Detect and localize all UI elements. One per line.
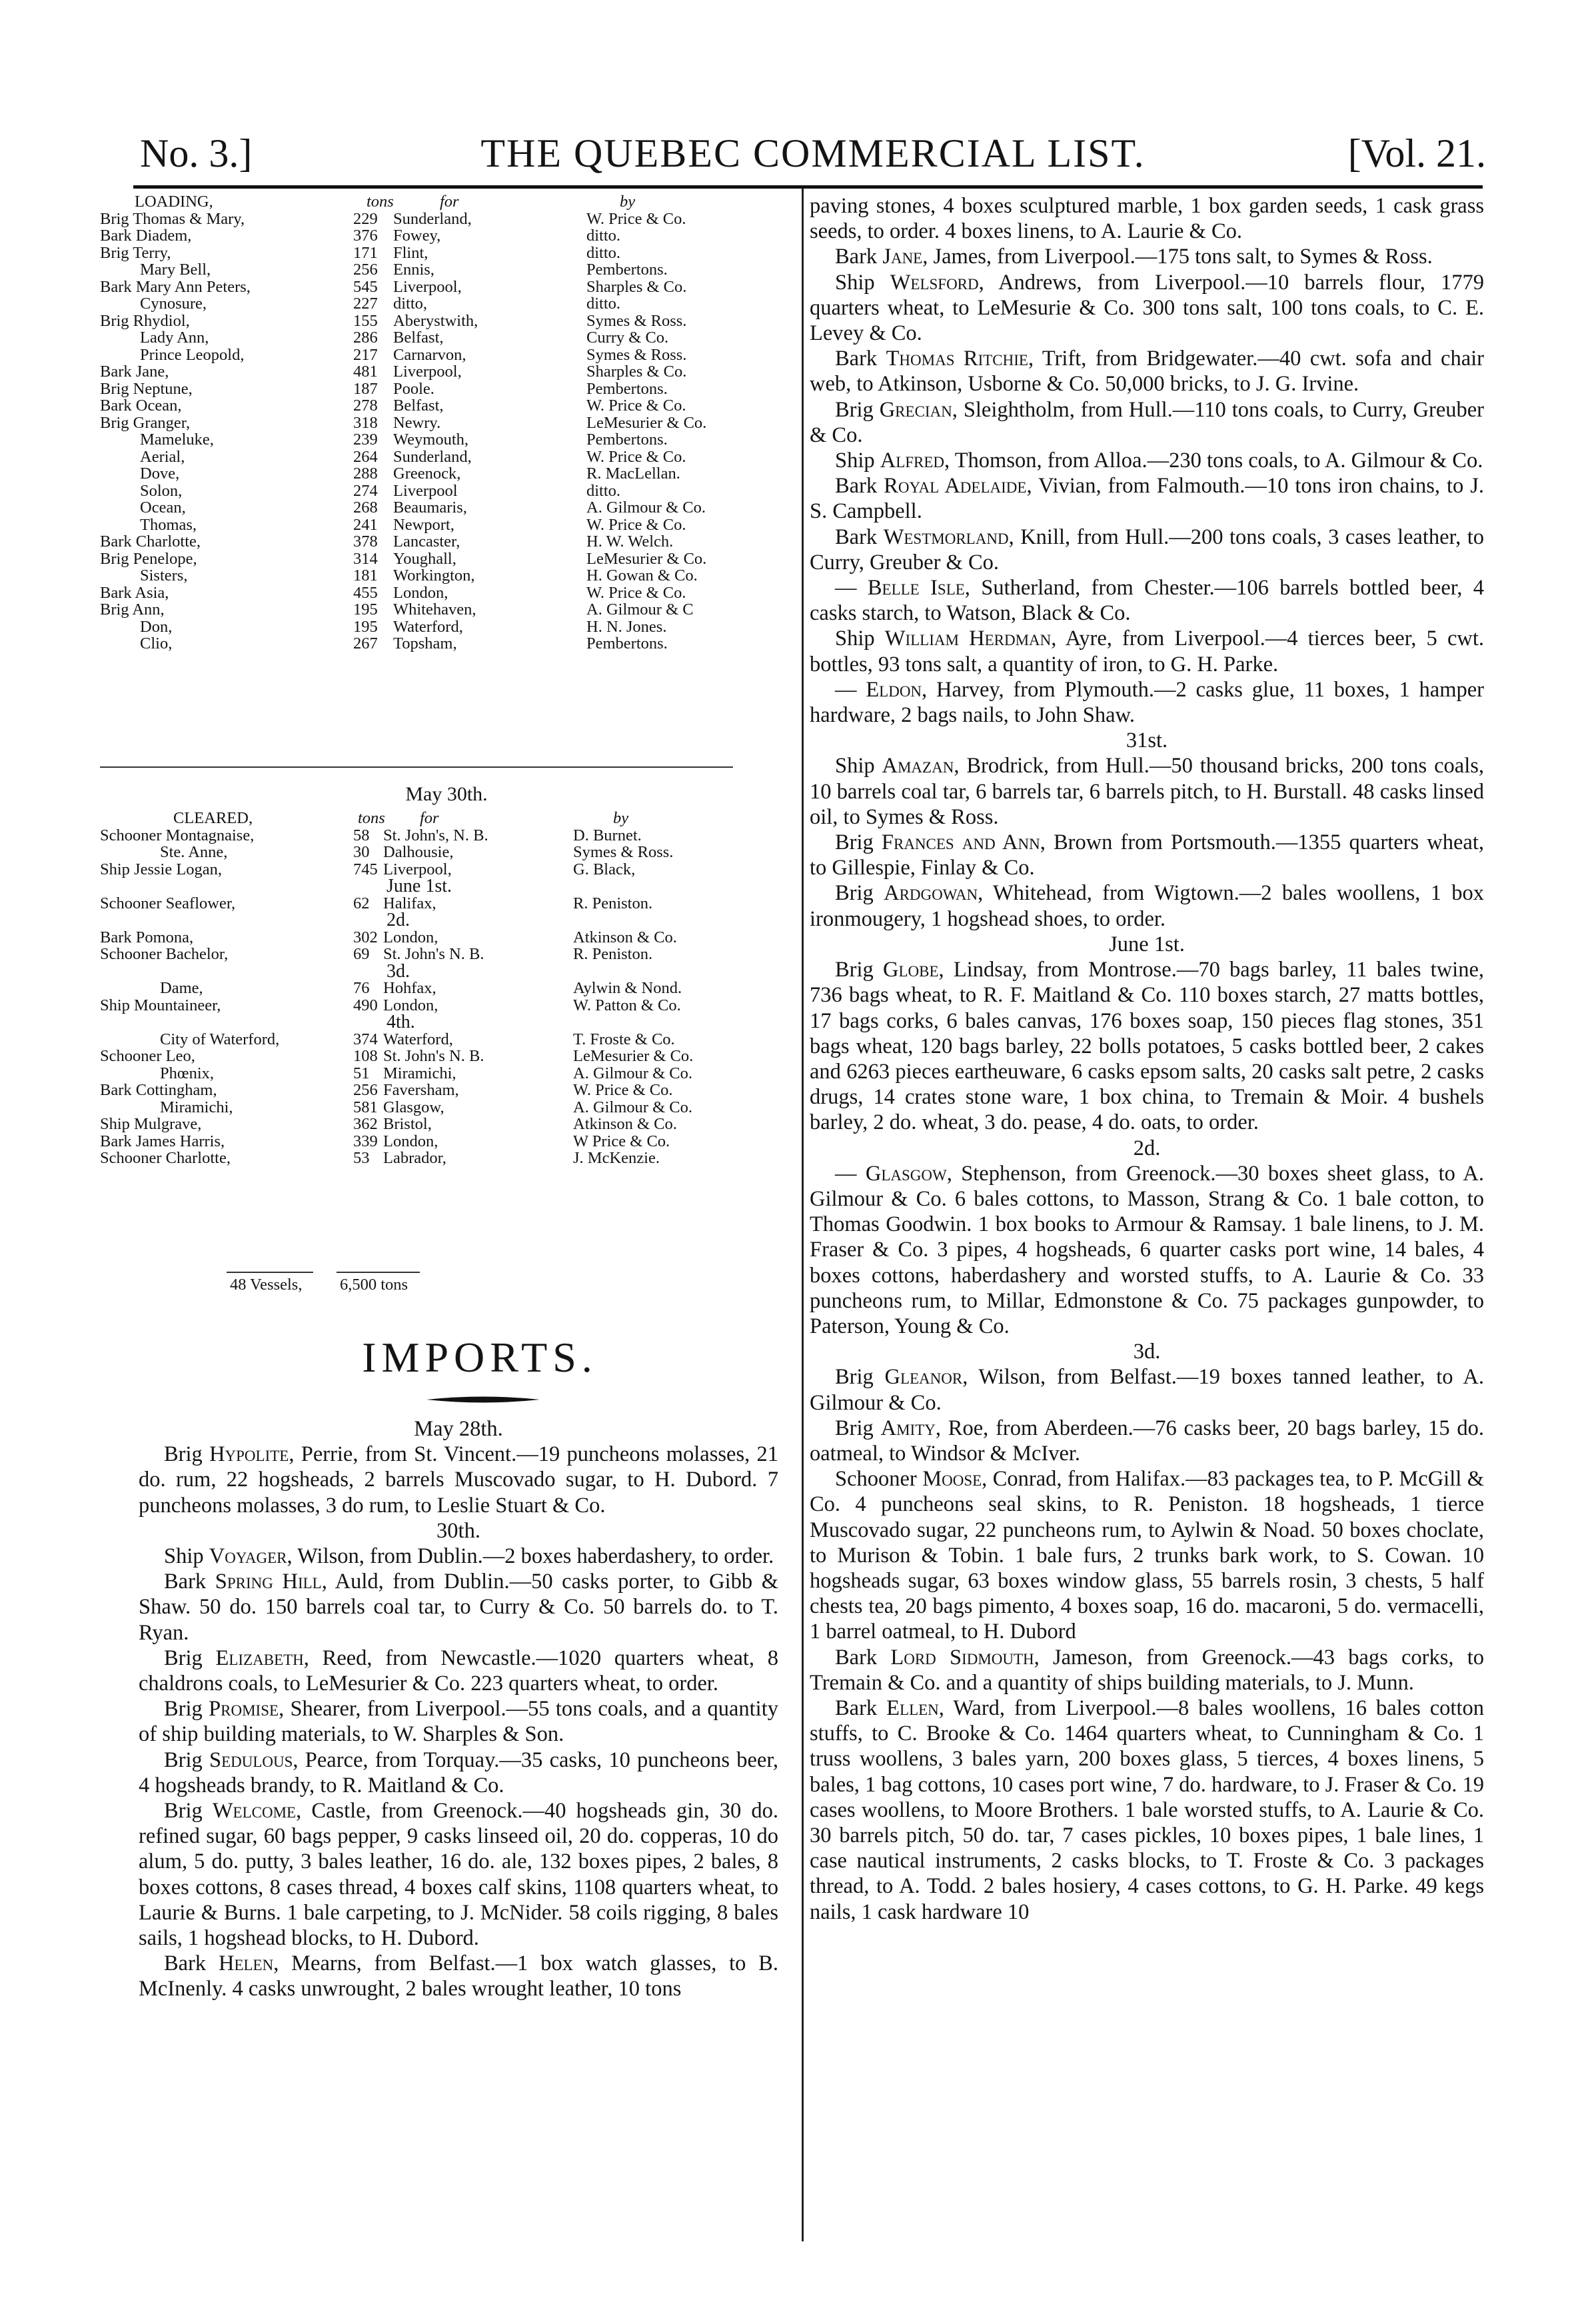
import-entry: Ship Voyager, Wilson, from Dublin.—2 boxes haberdashery, to order. <box>164 1544 774 1569</box>
destination: Carnarvon, <box>393 345 466 364</box>
import-entry: Brig Gleanor, Wilson, from Belfast.—19 boxes tanned leather, to A. Gilmour & Co. <box>810 1365 1485 1415</box>
vessel-name: Ocean, <box>140 499 186 517</box>
destination: Labrador, <box>383 1149 446 1167</box>
table-row <box>100 347 780 364</box>
vessel-tons: 286 <box>353 329 378 347</box>
vessel-name: Thomas, <box>140 515 197 534</box>
vessel-tons: 227 <box>353 295 378 313</box>
agent: Sharples & Co. <box>586 363 687 381</box>
table-row <box>100 381 780 398</box>
date-subheading <box>100 1014 780 1031</box>
table-row <box>100 261 780 279</box>
loading-col-by: by <box>620 193 636 211</box>
column-divider <box>802 189 804 2241</box>
vessel-tons: 187 <box>353 379 378 398</box>
agent: Symes & Ross. <box>573 843 674 861</box>
vessel-tons: 490 <box>353 996 378 1014</box>
loading-table <box>100 193 780 652</box>
destination: Newport, <box>393 515 454 534</box>
cleared-col-for: for <box>420 809 439 827</box>
vessel-name: Bark Ocean, <box>100 397 182 415</box>
agent: Atkinson & Co. <box>573 1115 677 1133</box>
agent: ditto. <box>586 481 621 500</box>
vessel-tons: 195 <box>353 600 378 618</box>
loading-col-for: for <box>440 193 459 211</box>
vessel-name: Schooner Bachelor, <box>100 945 229 963</box>
vessel-tons: 256 <box>353 1081 378 1099</box>
imports-heading: IMPORTS. <box>362 1334 598 1381</box>
table-row <box>100 329 780 347</box>
vessel-name: Bark Asia, <box>100 583 169 602</box>
vessel-tons: 195 <box>353 617 378 636</box>
import-entry: — Glasgow, Stephenson, from Greenock.—30 boxes sheet glass, to A. Gilmour & Co. 6 bales cottons, to Masson, Strang & Co. 1 bale cotton, to Thomas Goodwin. 1 box books to Armour & Ramsay. 1 bale linens, to J. M. Fraser & Co. 3 pipes, 4 hogsheads, 6 quarter casks port wine, 14 bales, 4 boxes cottons, haberdashery and worsted stuffs, to A. Laurie & Co. 33 puncheons rum, to Millar, Edmonstone & Co. 75 packages gunpowder, to Paterson, Young & Co. <box>810 1161 1485 1338</box>
agent: G. Black, <box>573 860 636 878</box>
import-entry: Bark Ellen, Ward, from Liverpool.—8 bales woollens, 16 bales cotton stuffs, to C. Brooke & Co. 1464 quarters wheat, to Cunningham & Co. 1 truss woollens, 3 bales yarn, 200 boxes glass, 5 tierces, 4 boxes linens, 5 bales, 1 bag cottons, 10 cases port wine, 7 do. hardware, to J. Fraser & Co. 19 cases woollens, to Moore Brothers. 1 bale worsted stuffs, to A. Laurie & Co. 30 barrels pitch, 50 do. tar, 7 cases pickles, 10 boxes pipes, 1 bale lines, 1 case nautical instruments, 2 casks blocks, to T. Froste & Co. 3 packages thread, to A. Todd. 2 bales hosiery, 4 cases cottons, to G. H. Parke. 49 kegs nails, 1 cask hardware 10 <box>810 1696 1484 1924</box>
vessel-tons: 274 <box>353 481 378 500</box>
import-entry: Ship Amazan, Brodrick, from Hull.—50 thousand bricks, 200 tons coals, 10 barrels coal tar, 6 barrels tar, 6 barrels pitch, to H. Burstall. 48 casks linsed oil, to Symes & Ross. <box>810 754 1484 829</box>
vessel-tons: 241 <box>353 515 378 534</box>
agent: A. Gilmour & Co. <box>573 1064 692 1082</box>
vessel-name: Schooner Montagnaise, <box>100 826 255 844</box>
import-entry: Bark Thomas Ritchie, Trift, from Bridgewater.—40 cwt. sofa and chair web, to Atkinson, Usborne & Co. 50,000 bricks, to J. G. Irvine. <box>810 347 1484 397</box>
agent: W. Price & Co. <box>586 397 686 415</box>
vessel-tons: 108 <box>353 1047 378 1065</box>
table-row <box>100 245 780 262</box>
agent: Pembertons. <box>586 634 668 652</box>
vessel-tons: 268 <box>353 499 378 517</box>
vessel-name: Schooner Charlotte, <box>100 1149 231 1167</box>
table-row <box>100 601 780 618</box>
destination: Dalhousie, <box>383 843 454 861</box>
vessel-name: Sisters, <box>140 567 188 584</box>
vessel-name: Lady Ann, <box>140 329 209 347</box>
agent: Pembertons. <box>586 261 668 279</box>
table-row <box>100 363 780 381</box>
import-entry: Brig Ardgowan, Whitehead, from Wigtown.—2 bales woollens, 1 box ironmougery, 1 hogshead shoes, to order. <box>810 881 1485 931</box>
table-row <box>100 499 780 517</box>
destination: St. John's, N. B. <box>383 826 488 844</box>
destination: Greenock, <box>393 465 461 483</box>
vessel-tons: 302 <box>353 928 378 946</box>
vessel-name: Bark Charlotte, <box>100 533 201 551</box>
import-entry: Brig Elizabeth, Reed, from Newcastle.—1020 quarters wheat, 8 chaldrons coals, to LeMesurier & Co. 223 quarters wheat, to order. <box>139 1646 778 1696</box>
loading-heading: LOADING, <box>135 193 213 211</box>
vessel-tons: 267 <box>353 634 378 652</box>
destination: Liverpool <box>393 481 458 500</box>
agent: ditto. <box>586 243 621 262</box>
table-row <box>100 567 780 584</box>
import-entry: Brig Hypolite, Perrie, from St. Vincent.—19 puncheons molasses, 21 do. rum, 22 hogsheads, 2 barrels Muscovado sugar, to H. Dubord. 7 puncheons molasses, 3 do rum, to Leslie Stuart & Co. <box>139 1442 778 1518</box>
destination: London, <box>383 1132 438 1150</box>
destination: Liverpool, <box>393 277 462 296</box>
cleared-col-by: by <box>613 809 629 827</box>
agent: W. Price & Co. <box>586 515 686 534</box>
vessel-tons: 376 <box>353 227 378 245</box>
vessel-name: Schooner Leo, <box>100 1047 195 1065</box>
import-entry: Brig Grecian, Sleightholm, from Hull.—110 tons coals, to Curry, Greuber & Co. <box>810 397 1485 447</box>
agent: W. Patton & Co. <box>573 996 681 1014</box>
agent: Pembertons. <box>586 379 668 398</box>
table-row <box>100 227 780 245</box>
destination: Hohfax, <box>383 979 436 997</box>
vessel-name: Brig Terry, <box>100 243 171 262</box>
table-row <box>100 1133 780 1150</box>
table-row <box>100 279 780 296</box>
agent: Aylwin & Nond. <box>573 979 682 997</box>
vessel-tons: 181 <box>353 567 378 584</box>
vessel-name: Dove, <box>140 465 180 483</box>
destination: Sunderland, <box>393 447 472 466</box>
vessel-name: Clio, <box>140 634 173 652</box>
table-row <box>100 1082 780 1099</box>
vessel-name: Don, <box>140 617 173 636</box>
vessel-name: Phœnix, <box>160 1064 215 1082</box>
date-subheading-text: June 1st. <box>387 876 452 896</box>
cleared-header-row <box>100 810 780 827</box>
vessel-name: Bark Pomona, <box>100 928 194 946</box>
total-rule-right <box>337 1272 420 1273</box>
vessel-tons: 229 <box>353 209 378 228</box>
cleared-table <box>100 810 780 1167</box>
destination: Weymouth, <box>393 431 469 449</box>
agent: LeMesurier & Co. <box>586 549 707 568</box>
destination: Halifax, <box>383 894 436 912</box>
agent: W. Price & Co. <box>586 447 686 466</box>
table-row <box>100 946 780 963</box>
agent: A. Gilmour & Co. <box>586 499 706 517</box>
vessel-tons: 239 <box>353 431 378 449</box>
vessel-tons: 318 <box>353 413 378 432</box>
agent: R. Peniston. <box>573 894 653 912</box>
header-rule <box>133 185 1483 189</box>
table-row <box>100 895 780 912</box>
vessel-name: Bark Diadem, <box>100 227 192 245</box>
agent: Symes & Ross. <box>586 311 687 330</box>
table-row <box>100 533 780 551</box>
vessel-name: Ship Mountaineer, <box>100 996 221 1014</box>
destination: Belfast, <box>393 329 444 347</box>
destination: Ennis, <box>393 261 434 279</box>
table-row <box>100 465 780 483</box>
destination: St. John's N. B. <box>383 1047 484 1065</box>
agent: Symes & Ross. <box>586 345 687 364</box>
import-entry: Brig Promise, Shearer, from Liverpool.—55 tons coals, and a quantity of ship building materials, to W. Sharples & Son. <box>139 1697 778 1747</box>
publication-title: THE QUEBEC COMMERCIAL LIST. <box>480 131 1146 175</box>
import-entry: Brig Welcome, Castle, from Greenock.—40 hogsheads gin, 30 do. refined sugar, 60 bags pepper, 9 casks linseed oil, 20 do. copperas, 10 do alum, 5 do. putty, 3 bales leather, 16 do. ale, 132 boxes pipes, 2 bales, 8 boxes cottons, 8 cases thread, 4 boxes calf skins, 1108 quarters wheat, to Laurie & Burns. 1 bale carpeting, to J. McNider. 58 coils rigging, 8 bales sails, 1 hogshead blocks, to H. Dubord. <box>139 1799 779 1951</box>
date-heading: May 28th. <box>414 1417 503 1441</box>
vessel-name: Ship Jessie Logan, <box>100 860 223 878</box>
ornament-rule <box>426 1396 540 1403</box>
date-subheading <box>100 912 780 929</box>
vessel-name: Bark Mary Ann Peters, <box>100 277 251 296</box>
vessel-tons: 58 <box>353 826 370 844</box>
agent: W Price & Co. <box>573 1132 670 1150</box>
table-row <box>100 397 780 415</box>
vessel-name: Bark Cottingham, <box>100 1081 217 1099</box>
vessel-tons: 53 <box>353 1149 370 1167</box>
destination: Beaumaris, <box>393 499 467 517</box>
destination: Bristol, <box>383 1115 432 1133</box>
table-row <box>100 584 780 602</box>
import-entry: Ship Welsford, Andrews, from Liverpool.—10 barrels flour, 1779 quarters wheat, to LeMesurie & Co. 300 tons salt, 100 tons coals, to C. E. Levey & Co. <box>810 270 1484 346</box>
vessel-tons: 278 <box>353 397 378 415</box>
vessel-tons: 264 <box>353 447 378 466</box>
table-row <box>100 1065 780 1082</box>
destination: Youghall, <box>393 549 456 568</box>
destination: St. John's N. B. <box>383 945 484 963</box>
destination: Poole. <box>393 379 434 398</box>
loading-col-tons: tons <box>367 193 394 211</box>
destination: Aberystwith, <box>393 311 478 330</box>
date-subheading-text: 3d. <box>387 960 410 982</box>
agent: Sharples & Co. <box>586 277 687 296</box>
table-row <box>100 929 780 946</box>
import-entry: Bark Helen, Mearns, from Belfast.—1 box watch glasses, to B. McInenly. 4 casks unwrought, 2 bales wrought leather, 10 tons <box>139 1951 778 2001</box>
loading-rows <box>100 211 780 652</box>
vessel-name: Brig Thomas & Mary, <box>100 209 245 228</box>
agent: D. Burnet. <box>573 826 642 844</box>
import-entry: Bark Jane, James, from Liverpool.—175 tons salt, to Symes & Ross. <box>835 245 1433 269</box>
table-row <box>100 211 780 228</box>
destination: Workington, <box>393 567 475 584</box>
table-row <box>100 313 780 330</box>
date-heading: June 1st. <box>1109 932 1185 956</box>
import-entry: Bark Royal Adelaide, Vivian, from Falmouth.—10 tons iron chains, to J. S. Campbell. <box>810 474 1484 524</box>
import-entry: Brig Amity, Roe, from Aberdeen.—76 casks beer, 20 bags barley, 15 do. oatmeal, to Windsor & McIver. <box>810 1416 1485 1466</box>
table-row <box>100 1099 780 1116</box>
import-entry: Ship Alfred, Thomson, from Alloa.—230 tons coals, to A. Gilmour & Co. <box>835 449 1483 473</box>
destination: Topsham, <box>393 634 457 652</box>
agent: J. McKenzie. <box>573 1149 660 1167</box>
date-heading: 31st. <box>1126 728 1168 753</box>
import-entry: paving stones, 4 boxes sculptured marble, 1 box garden seeds, 1 cask grass seeds, to order. 4 boxes linens, to A. Laurie & Co. <box>810 194 1484 244</box>
vessel-name: Brig Rhydiol, <box>100 311 190 330</box>
destination: Belfast, <box>393 397 444 415</box>
page-header <box>140 125 1486 185</box>
imports-right-column <box>810 193 1484 1925</box>
destination: Waterford, <box>393 617 463 636</box>
vessel-tons: 745 <box>353 860 378 878</box>
vessel-name: Ship Mulgrave, <box>100 1115 202 1133</box>
table-row <box>100 1150 780 1167</box>
destination: Lancaster, <box>393 533 460 551</box>
vessel-tons: 339 <box>353 1132 378 1150</box>
volume-number: [Vol. 21. <box>1347 131 1486 175</box>
date-heading: 30th. <box>436 1518 480 1543</box>
table-row <box>100 980 780 997</box>
cleared-col-tons: tons <box>358 809 385 827</box>
agent: W. Price & Co. <box>573 1081 673 1099</box>
agent: T. Froste & Co. <box>573 1030 675 1048</box>
table-row <box>100 551 780 568</box>
table-row <box>100 449 780 466</box>
agent: H. Gowan & Co. <box>586 567 698 584</box>
section-rule <box>100 766 733 768</box>
table-row <box>100 1048 780 1065</box>
issue-number: No. 3.] <box>140 131 253 175</box>
agent: R. MacLellan. <box>586 465 680 483</box>
vessel-tons: 76 <box>353 979 370 997</box>
table-row <box>100 517 780 534</box>
vessel-tons: 374 <box>353 1030 378 1048</box>
vessel-tons: 30 <box>353 843 370 861</box>
vessel-tons: 378 <box>353 533 378 551</box>
destination: Newry. <box>393 413 441 432</box>
vessel-name: Miramichi, <box>160 1098 233 1116</box>
vessel-tons: 171 <box>353 243 378 262</box>
destination: Faversham, <box>383 1081 459 1099</box>
destination: Flint, <box>393 243 428 262</box>
vessel-name: City of Waterford, <box>160 1030 280 1048</box>
destination: Waterford, <box>383 1030 453 1048</box>
date-subheading <box>100 878 780 895</box>
cleared-rows <box>100 827 780 1167</box>
table-row <box>100 827 780 844</box>
vessel-name: Aerial, <box>140 447 185 466</box>
total-tons: 6,500 tons <box>340 1276 408 1294</box>
table-row <box>100 618 780 636</box>
vessel-name: Mameluke, <box>140 431 214 449</box>
vessel-name: Cynosure, <box>140 295 207 313</box>
vessel-name: Dame, <box>160 979 203 997</box>
table-row <box>100 844 780 861</box>
vessel-name: Ste. Anne, <box>160 843 228 861</box>
destination: Glasgow, <box>383 1098 444 1116</box>
import-entry: Brig Frances and Ann, Brown from Portsmouth.—1355 quarters wheat, to Gillespie, Finlay & Co. <box>810 830 1484 880</box>
table-row <box>100 483 780 500</box>
table-row <box>100 295 780 313</box>
import-entry: Bark Spring Hill, Auld, from Dublin.—50 casks porter, to Gibb & Shaw. 50 do. 150 barrels coal tar, to Curry & Co. 50 barrels do. to T. Ryan. <box>139 1570 778 1645</box>
vessel-name: Prince Leopold, <box>140 345 245 364</box>
agent: LeMesurier & Co. <box>573 1047 694 1065</box>
date-heading: 2d. <box>1133 1136 1161 1160</box>
vessel-tons: 545 <box>353 277 378 296</box>
vessel-tons: 581 <box>353 1098 378 1116</box>
vessel-name: Solon, <box>140 481 183 500</box>
table-row <box>100 1031 780 1048</box>
agent: W. Price & Co. <box>586 583 686 602</box>
agent: H. W. Welch. <box>586 533 674 551</box>
agent: ditto. <box>586 295 621 313</box>
import-entry: — Belle Isle, Sutherland, from Chester.—106 barrels bottled beer, 4 casks starch, to Watson, Black & Co. <box>810 576 1485 626</box>
import-entry: — Eldon, Harvey, from Plymouth.—2 casks glue, 11 boxes, 1 hamper hardware, 2 bags nails, to John Shaw. <box>810 677 1484 728</box>
agent: Curry & Co. <box>586 329 669 347</box>
vessel-name: Brig Granger, <box>100 413 191 432</box>
destination: Liverpool, <box>383 860 452 878</box>
agent: ditto. <box>586 227 621 245</box>
table-row <box>100 415 780 432</box>
table-row <box>100 1116 780 1133</box>
vessel-tons: 69 <box>353 945 370 963</box>
destination: Miramichi, <box>383 1064 456 1082</box>
agent: LeMesurier & Co. <box>586 413 707 432</box>
loading-header-row <box>100 193 780 211</box>
total-vessels: 48 Vessels, <box>230 1276 303 1294</box>
vessel-name: Brig Ann, <box>100 600 165 618</box>
cleared-heading: CLEARED, <box>173 809 253 827</box>
date-subheading-text: 2d. <box>387 910 410 930</box>
vessel-name: Bark Jane, <box>100 363 169 381</box>
vessel-tons: 217 <box>353 345 378 364</box>
date-subheading-text: 4th. <box>387 1012 415 1032</box>
vessel-name: Bark James Harris, <box>100 1132 225 1150</box>
destination: London, <box>393 583 448 602</box>
vessel-tons: 256 <box>353 261 378 279</box>
vessel-tons: 455 <box>353 583 378 602</box>
table-row <box>100 997 780 1014</box>
agent: Pembertons. <box>586 431 668 449</box>
destination: Whitehaven, <box>393 600 476 618</box>
date-heading: 3d. <box>1133 1340 1161 1364</box>
destination: Liverpool, <box>393 363 462 381</box>
import-entry: Schooner Moose, Conrad, from Halifax.—83 packages tea, to P. McGill & Co. 4 puncheons seal skins, to R. Peniston. 18 hogsheads, 1 tierce Muscovado sugar, 22 puncheons rum, to Aylwin & Noad. 50 boxes choclate, to Murison & Tobin. 1 bale furs, 2 trunks bark work, to S. Cowan. 10 hogsheads sugar, 63 boxes window glass, 55 barrels rosin, 3 chests, 5 half chests tea, 20 bags pimento, 4 boxes soap, 16 do. macaroni, 5 do. vermacelli, 1 barrel oatmeal, to H. Dubord <box>810 1467 1484 1644</box>
import-entry: Brig Sedulous, Pearce, from Torquay.—35 casks, 10 puncheons beer, 4 hogsheads brandy, to R. Maitland & Co. <box>139 1747 779 1797</box>
destination: London, <box>383 928 438 946</box>
import-entry: Bark Lord Sidmouth, Jameson, from Greenock.—43 bags corks, to Tremain & Co. and a quantity of ships building materials, to J. Munn. <box>810 1645 1484 1695</box>
agent: A. Gilmour & Co. <box>573 1098 692 1116</box>
vessel-name: Mary Bell, <box>140 261 211 279</box>
total-rule-left <box>227 1272 313 1273</box>
destination: ditto, <box>393 295 428 313</box>
vessel-tons: 362 <box>353 1115 378 1133</box>
agent: A. Gilmour & C <box>586 600 694 618</box>
vessel-tons: 155 <box>353 311 378 330</box>
vessel-name: Brig Penelope, <box>100 549 197 568</box>
vessel-tons: 51 <box>353 1064 370 1082</box>
table-row <box>100 635 780 652</box>
agent: R. Peniston. <box>573 945 653 963</box>
vessel-tons: 288 <box>353 465 378 483</box>
destination: Fowey, <box>393 227 441 245</box>
imports-left-column <box>139 1416 778 2002</box>
agent: Atkinson & Co. <box>573 928 677 946</box>
table-row <box>100 431 780 449</box>
import-entry: Brig Globe, Lindsay, from Montrose.—70 bags barley, 11 bales twine, 736 bags wheat, to R. F. Maitland & Co. 110 boxes starch, 27 matts bottles, 17 bags corks, 6 bales canvas, 176 boxes soap, 150 pieces flag stones, 351 bags wheat, 120 bags barley, 22 bolls potatoes, 5 casks bottled beer, 2 cakes and 6263 pieces eartheuware, 6 casks epsom salts, 20 casks salt petre, 2 casks drugs, 14 crates stone ware, 1 box china, to Tremain & Moir. 4 bushels barley, 2 do. wheat, 3 do. pease, 4 do. oats, to order. <box>810 958 1484 1135</box>
vessel-tons: 314 <box>353 549 378 568</box>
import-entry: Ship William Herdman, Ayre, from Liverpool.—4 tierces beer, 5 cwt. bottles, 93 tons salt, a quantity of iron, to G. H. Parke. <box>810 626 1484 676</box>
agent: H. N. Jones. <box>586 617 667 636</box>
import-entry: Bark Westmorland, Knill, from Hull.—200 tons coals, 3 cases leather, to Curry, Greuber & Co. <box>810 525 1484 575</box>
vessel-name: Schooner Seaflower, <box>100 894 236 912</box>
cleared-date: May 30th. <box>405 783 488 805</box>
destination: Sunderland, <box>393 209 472 228</box>
destination: London, <box>383 996 438 1014</box>
vessel-tons: 481 <box>353 363 378 381</box>
vessel-tons: 62 <box>353 894 370 912</box>
vessel-name: Brig Neptune, <box>100 379 193 398</box>
agent: W. Price & Co. <box>586 209 686 228</box>
date-subheading <box>100 960 780 982</box>
